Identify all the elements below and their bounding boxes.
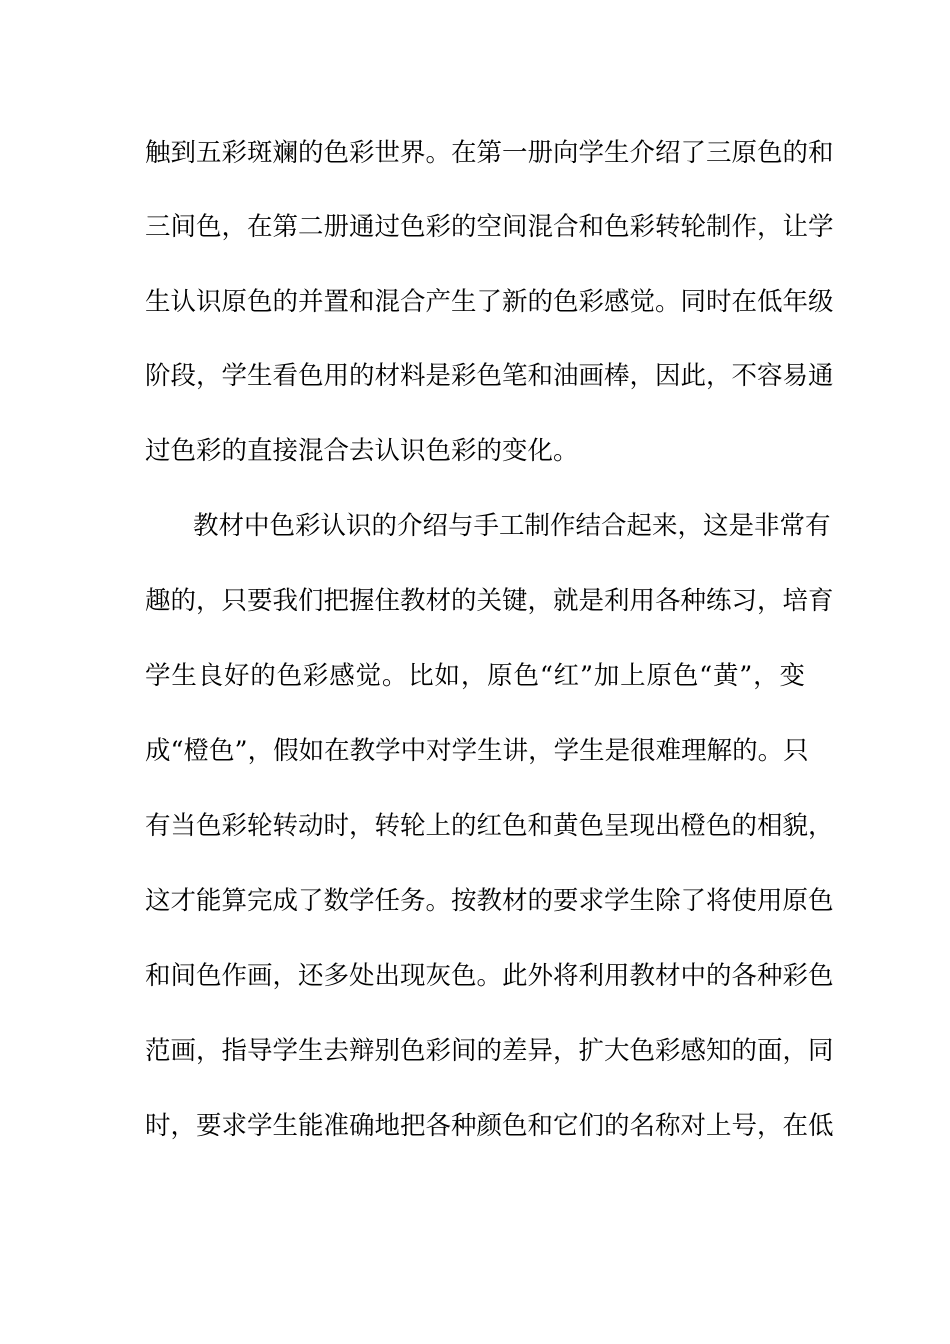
text-line-1: 触到五彩斑斓的色彩世界。在第一册向学生介绍了三原色的和 (145, 138, 834, 168)
text-line-13: 范画，指导学生去辩别色彩间的差异，扩大色彩感知的面，同 (145, 1036, 834, 1066)
text-line-12: 和间色作画，还多处出现灰色。此外将利用教材中的各种彩色 (145, 961, 834, 991)
text-line-10: 有当色彩轮转动时，转轮上的红色和黄色呈现出橙色的相貌， (145, 811, 834, 841)
text-line-8: 学生良好的色彩感觉。比如，原色“红”加上原色“黄”，变 (145, 661, 805, 691)
text-line-9: 成“橙色”，假如在教学中对学生讲，学生是很难理解的。只 (145, 736, 809, 766)
text-line-3: 生认识原色的并置和混合产生了新的色彩感觉。同时在低年级 (145, 287, 834, 317)
text-line-5: 过色彩的直接混合去认识色彩的变化。 (145, 436, 579, 466)
text-line-7: 趣的，只要我们把握住教材的关键，就是利用各种练习，培育 (145, 586, 834, 616)
text-line-2: 三间色，在第二册通过色彩的空间混合和色彩转轮制作，让学 (145, 212, 834, 242)
text-line-6: 教材中色彩认识的介绍与手工制作结合起来，这是非常有 (193, 511, 831, 541)
text-line-14: 时，要求学生能准确地把各种颜色和它们的名称对上号，在低 (145, 1111, 834, 1141)
text-line-4: 阶段，学生看色用的材料是彩色笔和油画棒，因此，不容易通 (145, 361, 834, 391)
text-line-11: 这才能算完成了数学任务。按教材的要求学生除了将使用原色 (145, 886, 834, 916)
